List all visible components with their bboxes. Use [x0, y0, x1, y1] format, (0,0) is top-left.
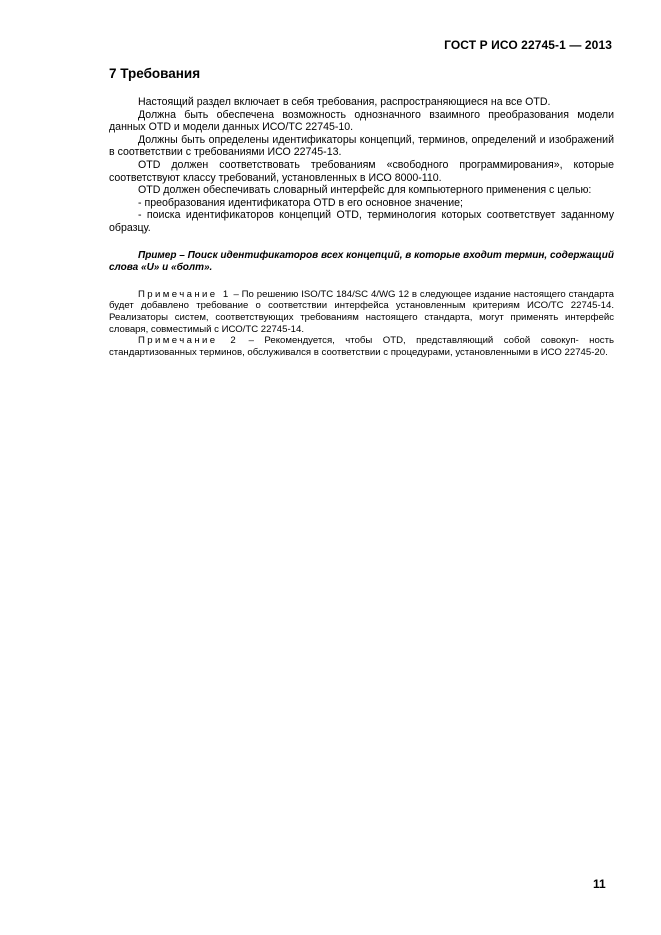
note-1 [109, 289, 614, 335]
note-1-text: – По решению ISO/TC 184/SC 4/WG 12 в следующее издание настоящего стандарта будет добавлено требование о соответствии интерфейса установленным критериям ИСО/ТС 22745-14. Реализаторы систем, соответствующих требованиям настоящего стандарта, могут применять интерфейс словаря, совместимый с ИСО/ТС 22745-14. [109, 288, 614, 335]
list-item-search-identifiers: - поиска идентификаторов концепций OTD, терминология которых соответствует заданному образцу. [109, 209, 614, 234]
list-item-resolve-identifier: - преобразования идентификатора OTD в его основное значение; [138, 196, 463, 209]
paragraph-free-programming: OTD должен соответствовать требованиям «свободного программирования», которые соответствуют классу требований, установленных в ИСО 8000-110. [109, 158, 614, 184]
paragraph-dictionary-interface: OTD должен обеспечивать словарный интерфейс для компьютерного применения с целью: [138, 184, 592, 197]
section-title: 7 Требования [109, 66, 201, 81]
note-2 [109, 335, 614, 358]
section-7-requirements [109, 66, 614, 358]
notes-block [109, 289, 614, 359]
paragraph-identifiers: Должны быть определены идентификаторы концепций, терминов, определений и изображений в соответствии с требованиями ИСО 22745-13. [109, 133, 614, 159]
paragraph-model-conversion: Должна быть обеспечена возможность однозначного взаимного преобразования модели данных OTD и модели данных ИСО/ТС 22745-10. [109, 108, 614, 134]
note-1-label: Примечание 1 [138, 288, 231, 300]
page-number: 11 [593, 877, 606, 891]
note-2-label: Примечание 2 [138, 335, 239, 347]
note-2-text: – Рекомендуется, чтобы OTD, представляющий собой совокуп- ность стандартизованных терминов, обслуживался в соответствии с процедурами, установленными в ИСО 22745-20. [109, 335, 614, 358]
example-text: Пример – Поиск идентификаторов всех концепций, в которые входит термин, содержащий слова «U» и «болт». [109, 249, 614, 274]
paragraph-scope: Настоящий раздел включает в себя требования, распространяющиеся на все OTD. [138, 96, 551, 108]
document-code-header: ГОСТ Р ИСО 22745-1 — 2013 [444, 38, 612, 52]
